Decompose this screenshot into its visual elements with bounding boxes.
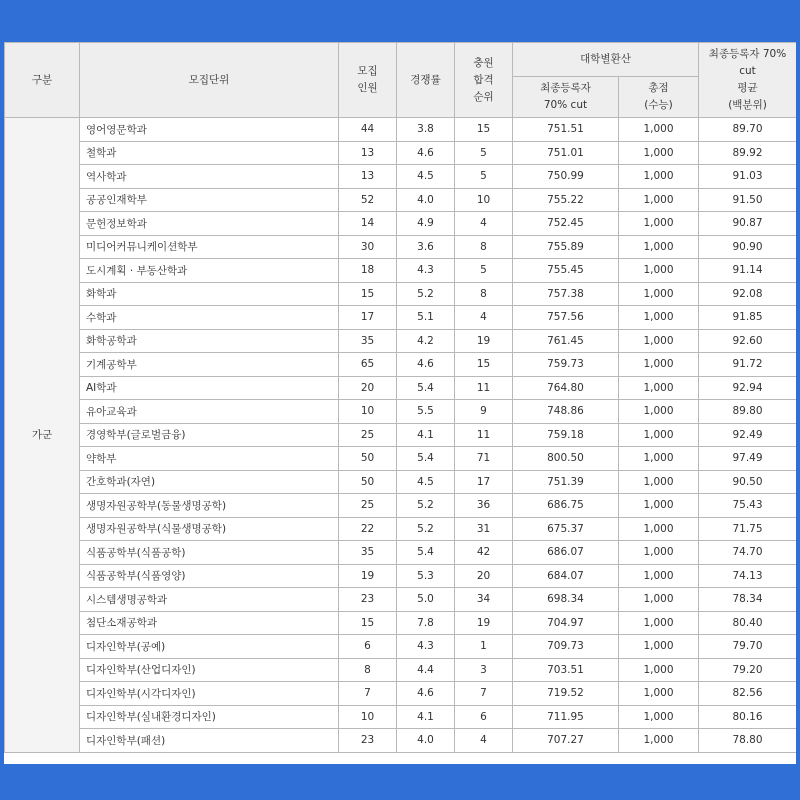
total-score-cell: 1,000 <box>619 188 699 212</box>
quota-cell: 23 <box>339 588 397 612</box>
header-conversion: 대학별환산 <box>513 43 699 77</box>
competition-rate-cell: 3.6 <box>397 235 455 259</box>
table-row <box>5 329 797 353</box>
department-name: 첨단소재공학과 <box>80 611 339 635</box>
competition-rate-cell: 5.2 <box>397 494 455 518</box>
waitlist-rank-cell: 17 <box>455 470 513 494</box>
competition-rate-cell: 4.9 <box>397 212 455 236</box>
quota-cell: 52 <box>339 188 397 212</box>
header-percentile <box>699 43 797 118</box>
final-cut-score-cell: 755.22 <box>513 188 619 212</box>
department-name: 디자인학부(시각디자인) <box>80 682 339 706</box>
percentile-average-cell: 89.92 <box>699 141 797 165</box>
table-row <box>5 188 797 212</box>
final-cut-score-cell: 757.38 <box>513 282 619 306</box>
total-score-cell: 1,000 <box>619 729 699 753</box>
department-name: 시스템생명공학과 <box>80 588 339 612</box>
final-cut-score-cell: 698.34 <box>513 588 619 612</box>
waitlist-rank-cell: 5 <box>455 141 513 165</box>
final-cut-score-cell: 751.01 <box>513 141 619 165</box>
table-row <box>5 447 797 471</box>
department-name: 디자인학부(공예) <box>80 635 339 659</box>
total-score-cell: 1,000 <box>619 564 699 588</box>
waitlist-rank-cell: 34 <box>455 588 513 612</box>
department-name: 철학과 <box>80 141 339 165</box>
percentile-average-cell: 80.16 <box>699 705 797 729</box>
department-name: 약학부 <box>80 447 339 471</box>
total-score-cell: 1,000 <box>619 353 699 377</box>
table-row <box>5 541 797 565</box>
quota-cell: 17 <box>339 306 397 330</box>
department-name: 디자인학부(산업디자인) <box>80 658 339 682</box>
department-name: 생명자원공학부(동물생명공학) <box>80 494 339 518</box>
table-row <box>5 682 797 706</box>
total-score-cell: 1,000 <box>619 376 699 400</box>
waitlist-rank-cell: 6 <box>455 705 513 729</box>
final-cut-score-cell: 704.97 <box>513 611 619 635</box>
total-score-cell: 1,000 <box>619 517 699 541</box>
table-row <box>5 423 797 447</box>
header-total-line1: 총점 <box>648 82 669 94</box>
quota-cell: 25 <box>339 423 397 447</box>
waitlist-rank-cell: 19 <box>455 611 513 635</box>
competition-rate-cell: 4.0 <box>397 188 455 212</box>
percentile-average-cell: 91.03 <box>699 165 797 189</box>
percentile-average-cell: 82.56 <box>699 682 797 706</box>
final-cut-score-cell: 711.95 <box>513 705 619 729</box>
percentile-average-cell: 92.94 <box>699 376 797 400</box>
quota-cell: 10 <box>339 705 397 729</box>
total-score-cell: 1,000 <box>619 541 699 565</box>
percentile-average-cell: 74.13 <box>699 564 797 588</box>
final-cut-score-cell: 748.86 <box>513 400 619 424</box>
competition-rate-cell: 5.2 <box>397 282 455 306</box>
waitlist-rank-cell: 42 <box>455 541 513 565</box>
total-score-cell: 1,000 <box>619 447 699 471</box>
total-score-cell: 1,000 <box>619 705 699 729</box>
competition-rate-cell: 5.4 <box>397 541 455 565</box>
table-row <box>5 635 797 659</box>
percentile-average-cell: 90.50 <box>699 470 797 494</box>
table-row <box>5 729 797 753</box>
final-cut-score-cell: 684.07 <box>513 564 619 588</box>
competition-rate-cell: 4.5 <box>397 470 455 494</box>
bottom-border-bar <box>0 764 800 800</box>
percentile-average-cell: 91.14 <box>699 259 797 283</box>
waitlist-rank-cell: 10 <box>455 188 513 212</box>
competition-rate-cell: 4.1 <box>397 423 455 447</box>
final-cut-score-cell: 761.45 <box>513 329 619 353</box>
final-cut-score-cell: 703.51 <box>513 658 619 682</box>
percentile-average-cell: 80.40 <box>699 611 797 635</box>
final-cut-score-cell: 707.27 <box>513 729 619 753</box>
competition-rate-cell: 5.4 <box>397 376 455 400</box>
competition-rate-cell: 4.4 <box>397 658 455 682</box>
competition-rate-cell: 4.5 <box>397 165 455 189</box>
quota-cell: 18 <box>339 259 397 283</box>
competition-rate-cell: 5.0 <box>397 588 455 612</box>
header-waitlist <box>455 43 513 118</box>
competition-rate-cell: 4.6 <box>397 682 455 706</box>
percentile-average-cell: 78.80 <box>699 729 797 753</box>
department-name: 도시계획 · 부동산학과 <box>80 259 339 283</box>
percentile-average-cell: 91.50 <box>699 188 797 212</box>
final-cut-score-cell: 755.45 <box>513 259 619 283</box>
final-cut-score-cell: 757.56 <box>513 306 619 330</box>
percentile-average-cell: 92.60 <box>699 329 797 353</box>
waitlist-rank-cell: 31 <box>455 517 513 541</box>
percentile-average-cell: 91.72 <box>699 353 797 377</box>
percentile-average-cell: 90.87 <box>699 212 797 236</box>
final-cut-score-cell: 686.07 <box>513 541 619 565</box>
total-score-cell: 1,000 <box>619 470 699 494</box>
department-name: 기계공학부 <box>80 353 339 377</box>
admission-results-sheet <box>4 42 796 764</box>
percentile-average-cell: 92.08 <box>699 282 797 306</box>
competition-rate-cell: 4.6 <box>397 353 455 377</box>
department-name: AI학과 <box>80 376 339 400</box>
final-cut-score-cell: 751.51 <box>513 118 619 142</box>
competition-rate-cell: 5.1 <box>397 306 455 330</box>
final-cut-score-cell: 759.73 <box>513 353 619 377</box>
table-row <box>5 400 797 424</box>
total-score-cell: 1,000 <box>619 212 699 236</box>
department-name: 디자인학부(패션) <box>80 729 339 753</box>
waitlist-rank-cell: 9 <box>455 400 513 424</box>
waitlist-rank-cell: 4 <box>455 212 513 236</box>
table-body <box>5 118 797 753</box>
header-total <box>619 77 699 118</box>
waitlist-rank-cell: 71 <box>455 447 513 471</box>
header-waitlist-line1: 충원 <box>473 56 494 69</box>
department-name: 화학공학과 <box>80 329 339 353</box>
waitlist-rank-cell: 7 <box>455 682 513 706</box>
waitlist-rank-cell: 15 <box>455 353 513 377</box>
table-row <box>5 376 797 400</box>
total-score-cell: 1,000 <box>619 588 699 612</box>
total-score-cell: 1,000 <box>619 423 699 447</box>
waitlist-rank-cell: 3 <box>455 658 513 682</box>
total-score-cell: 1,000 <box>619 611 699 635</box>
quota-cell: 10 <box>339 400 397 424</box>
waitlist-rank-cell: 1 <box>455 635 513 659</box>
department-name: 역사학과 <box>80 165 339 189</box>
quota-cell: 13 <box>339 165 397 189</box>
table-row <box>5 118 797 142</box>
header-final-cut-line2: 70% cut <box>543 99 588 111</box>
competition-rate-cell: 7.8 <box>397 611 455 635</box>
table-row <box>5 564 797 588</box>
percentile-average-cell: 92.49 <box>699 423 797 447</box>
department-name: 식품공학부(식품공학) <box>80 541 339 565</box>
competition-rate-cell: 5.5 <box>397 400 455 424</box>
quota-cell: 50 <box>339 470 397 494</box>
department-name: 미디어커뮤니케이션학부 <box>80 235 339 259</box>
final-cut-score-cell: 751.39 <box>513 470 619 494</box>
waitlist-rank-cell: 36 <box>455 494 513 518</box>
total-score-cell: 1,000 <box>619 141 699 165</box>
table-row <box>5 611 797 635</box>
competition-rate-cell: 4.3 <box>397 635 455 659</box>
final-cut-score-cell: 719.52 <box>513 682 619 706</box>
competition-rate-cell: 5.2 <box>397 517 455 541</box>
department-name: 간호학과(자연) <box>80 470 339 494</box>
total-score-cell: 1,000 <box>619 635 699 659</box>
quota-cell: 6 <box>339 635 397 659</box>
percentile-average-cell: 79.70 <box>699 635 797 659</box>
table-row <box>5 165 797 189</box>
waitlist-rank-cell: 11 <box>455 423 513 447</box>
department-name: 수학과 <box>80 306 339 330</box>
final-cut-score-cell: 750.99 <box>513 165 619 189</box>
table-row <box>5 235 797 259</box>
waitlist-rank-cell: 11 <box>455 376 513 400</box>
header-percentile-line3: (백분위) <box>728 99 767 111</box>
waitlist-rank-cell: 8 <box>455 282 513 306</box>
table-row <box>5 353 797 377</box>
final-cut-score-cell: 709.73 <box>513 635 619 659</box>
total-score-cell: 1,000 <box>619 118 699 142</box>
quota-cell: 50 <box>339 447 397 471</box>
quota-cell: 19 <box>339 564 397 588</box>
header-category: 구분 <box>5 43 80 118</box>
table-row <box>5 212 797 236</box>
quota-cell: 30 <box>339 235 397 259</box>
quota-cell: 25 <box>339 494 397 518</box>
competition-rate-cell: 3.8 <box>397 118 455 142</box>
final-cut-score-cell: 759.18 <box>513 423 619 447</box>
quota-cell: 22 <box>339 517 397 541</box>
percentile-average-cell: 71.75 <box>699 517 797 541</box>
total-score-cell: 1,000 <box>619 682 699 706</box>
competition-rate-cell: 4.1 <box>397 705 455 729</box>
department-name: 영어영문학과 <box>80 118 339 142</box>
waitlist-rank-cell: 5 <box>455 165 513 189</box>
quota-cell: 13 <box>339 141 397 165</box>
waitlist-rank-cell: 15 <box>455 118 513 142</box>
total-score-cell: 1,000 <box>619 235 699 259</box>
final-cut-score-cell: 686.75 <box>513 494 619 518</box>
department-name: 공공인재학부 <box>80 188 339 212</box>
competition-rate-cell: 5.3 <box>397 564 455 588</box>
quota-cell: 15 <box>339 282 397 306</box>
total-score-cell: 1,000 <box>619 658 699 682</box>
total-score-cell: 1,000 <box>619 329 699 353</box>
quota-cell: 14 <box>339 212 397 236</box>
department-name: 경영학부(글로벌금융) <box>80 423 339 447</box>
department-name: 문헌정보학과 <box>80 212 339 236</box>
header-total-line2: (수능) <box>644 99 673 111</box>
percentile-average-cell: 79.20 <box>699 658 797 682</box>
percentile-average-cell: 78.34 <box>699 588 797 612</box>
percentile-average-cell: 89.80 <box>699 400 797 424</box>
percentile-average-cell: 74.70 <box>699 541 797 565</box>
competition-rate-cell: 5.4 <box>397 447 455 471</box>
final-cut-score-cell: 752.45 <box>513 212 619 236</box>
table-row <box>5 705 797 729</box>
waitlist-rank-cell: 4 <box>455 306 513 330</box>
header-competition: 경쟁률 <box>397 43 455 118</box>
header-waitlist-line2: 합격 <box>473 73 494 86</box>
header-percentile-line1: 최종등록자 70% cut <box>708 48 787 77</box>
percentile-average-cell: 91.85 <box>699 306 797 330</box>
total-score-cell: 1,000 <box>619 400 699 424</box>
percentile-average-cell: 90.90 <box>699 235 797 259</box>
final-cut-score-cell: 800.50 <box>513 447 619 471</box>
header-unit: 모집단위 <box>80 43 339 118</box>
percentile-average-cell: 89.70 <box>699 118 797 142</box>
waitlist-rank-cell: 5 <box>455 259 513 283</box>
quota-cell: 44 <box>339 118 397 142</box>
admission-results-table <box>4 42 796 753</box>
quota-cell: 23 <box>339 729 397 753</box>
final-cut-score-cell: 675.37 <box>513 517 619 541</box>
header-percentile-line2: 평균 <box>737 82 758 94</box>
total-score-cell: 1,000 <box>619 494 699 518</box>
header-waitlist-line3: 순위 <box>473 90 494 103</box>
table-row <box>5 517 797 541</box>
total-score-cell: 1,000 <box>619 306 699 330</box>
competition-rate-cell: 4.6 <box>397 141 455 165</box>
header-quota-line2: 인원 <box>357 82 378 94</box>
competition-rate-cell: 4.3 <box>397 259 455 283</box>
group-label: 가군 <box>5 118 80 753</box>
competition-rate-cell: 4.0 <box>397 729 455 753</box>
quota-cell: 35 <box>339 541 397 565</box>
table-row <box>5 282 797 306</box>
quota-cell: 7 <box>339 682 397 706</box>
header-quota-line1: 모집 <box>357 65 378 77</box>
department-name: 식품공학부(식품영양) <box>80 564 339 588</box>
total-score-cell: 1,000 <box>619 259 699 283</box>
quota-cell: 35 <box>339 329 397 353</box>
department-name: 생명자원공학부(식물생명공학) <box>80 517 339 541</box>
table-row <box>5 306 797 330</box>
waitlist-rank-cell: 8 <box>455 235 513 259</box>
waitlist-rank-cell: 19 <box>455 329 513 353</box>
header-final-cut <box>513 77 619 118</box>
table-header <box>5 43 797 118</box>
final-cut-score-cell: 764.80 <box>513 376 619 400</box>
table-row <box>5 470 797 494</box>
final-cut-score-cell: 755.89 <box>513 235 619 259</box>
table-row <box>5 494 797 518</box>
competition-rate-cell: 4.2 <box>397 329 455 353</box>
quota-cell: 15 <box>339 611 397 635</box>
header-quota <box>339 43 397 118</box>
quota-cell: 8 <box>339 658 397 682</box>
quota-cell: 20 <box>339 376 397 400</box>
percentile-average-cell: 75.43 <box>699 494 797 518</box>
quota-cell: 65 <box>339 353 397 377</box>
waitlist-rank-cell: 4 <box>455 729 513 753</box>
total-score-cell: 1,000 <box>619 165 699 189</box>
table-row <box>5 588 797 612</box>
table-row <box>5 141 797 165</box>
table-row <box>5 658 797 682</box>
table-row <box>5 259 797 283</box>
header-final-cut-line1: 최종등록자 <box>540 82 591 94</box>
percentile-average-cell: 97.49 <box>699 447 797 471</box>
department-name: 디자인학부(실내환경디자인) <box>80 705 339 729</box>
department-name: 화학과 <box>80 282 339 306</box>
total-score-cell: 1,000 <box>619 282 699 306</box>
waitlist-rank-cell: 20 <box>455 564 513 588</box>
department-name: 유아교육과 <box>80 400 339 424</box>
